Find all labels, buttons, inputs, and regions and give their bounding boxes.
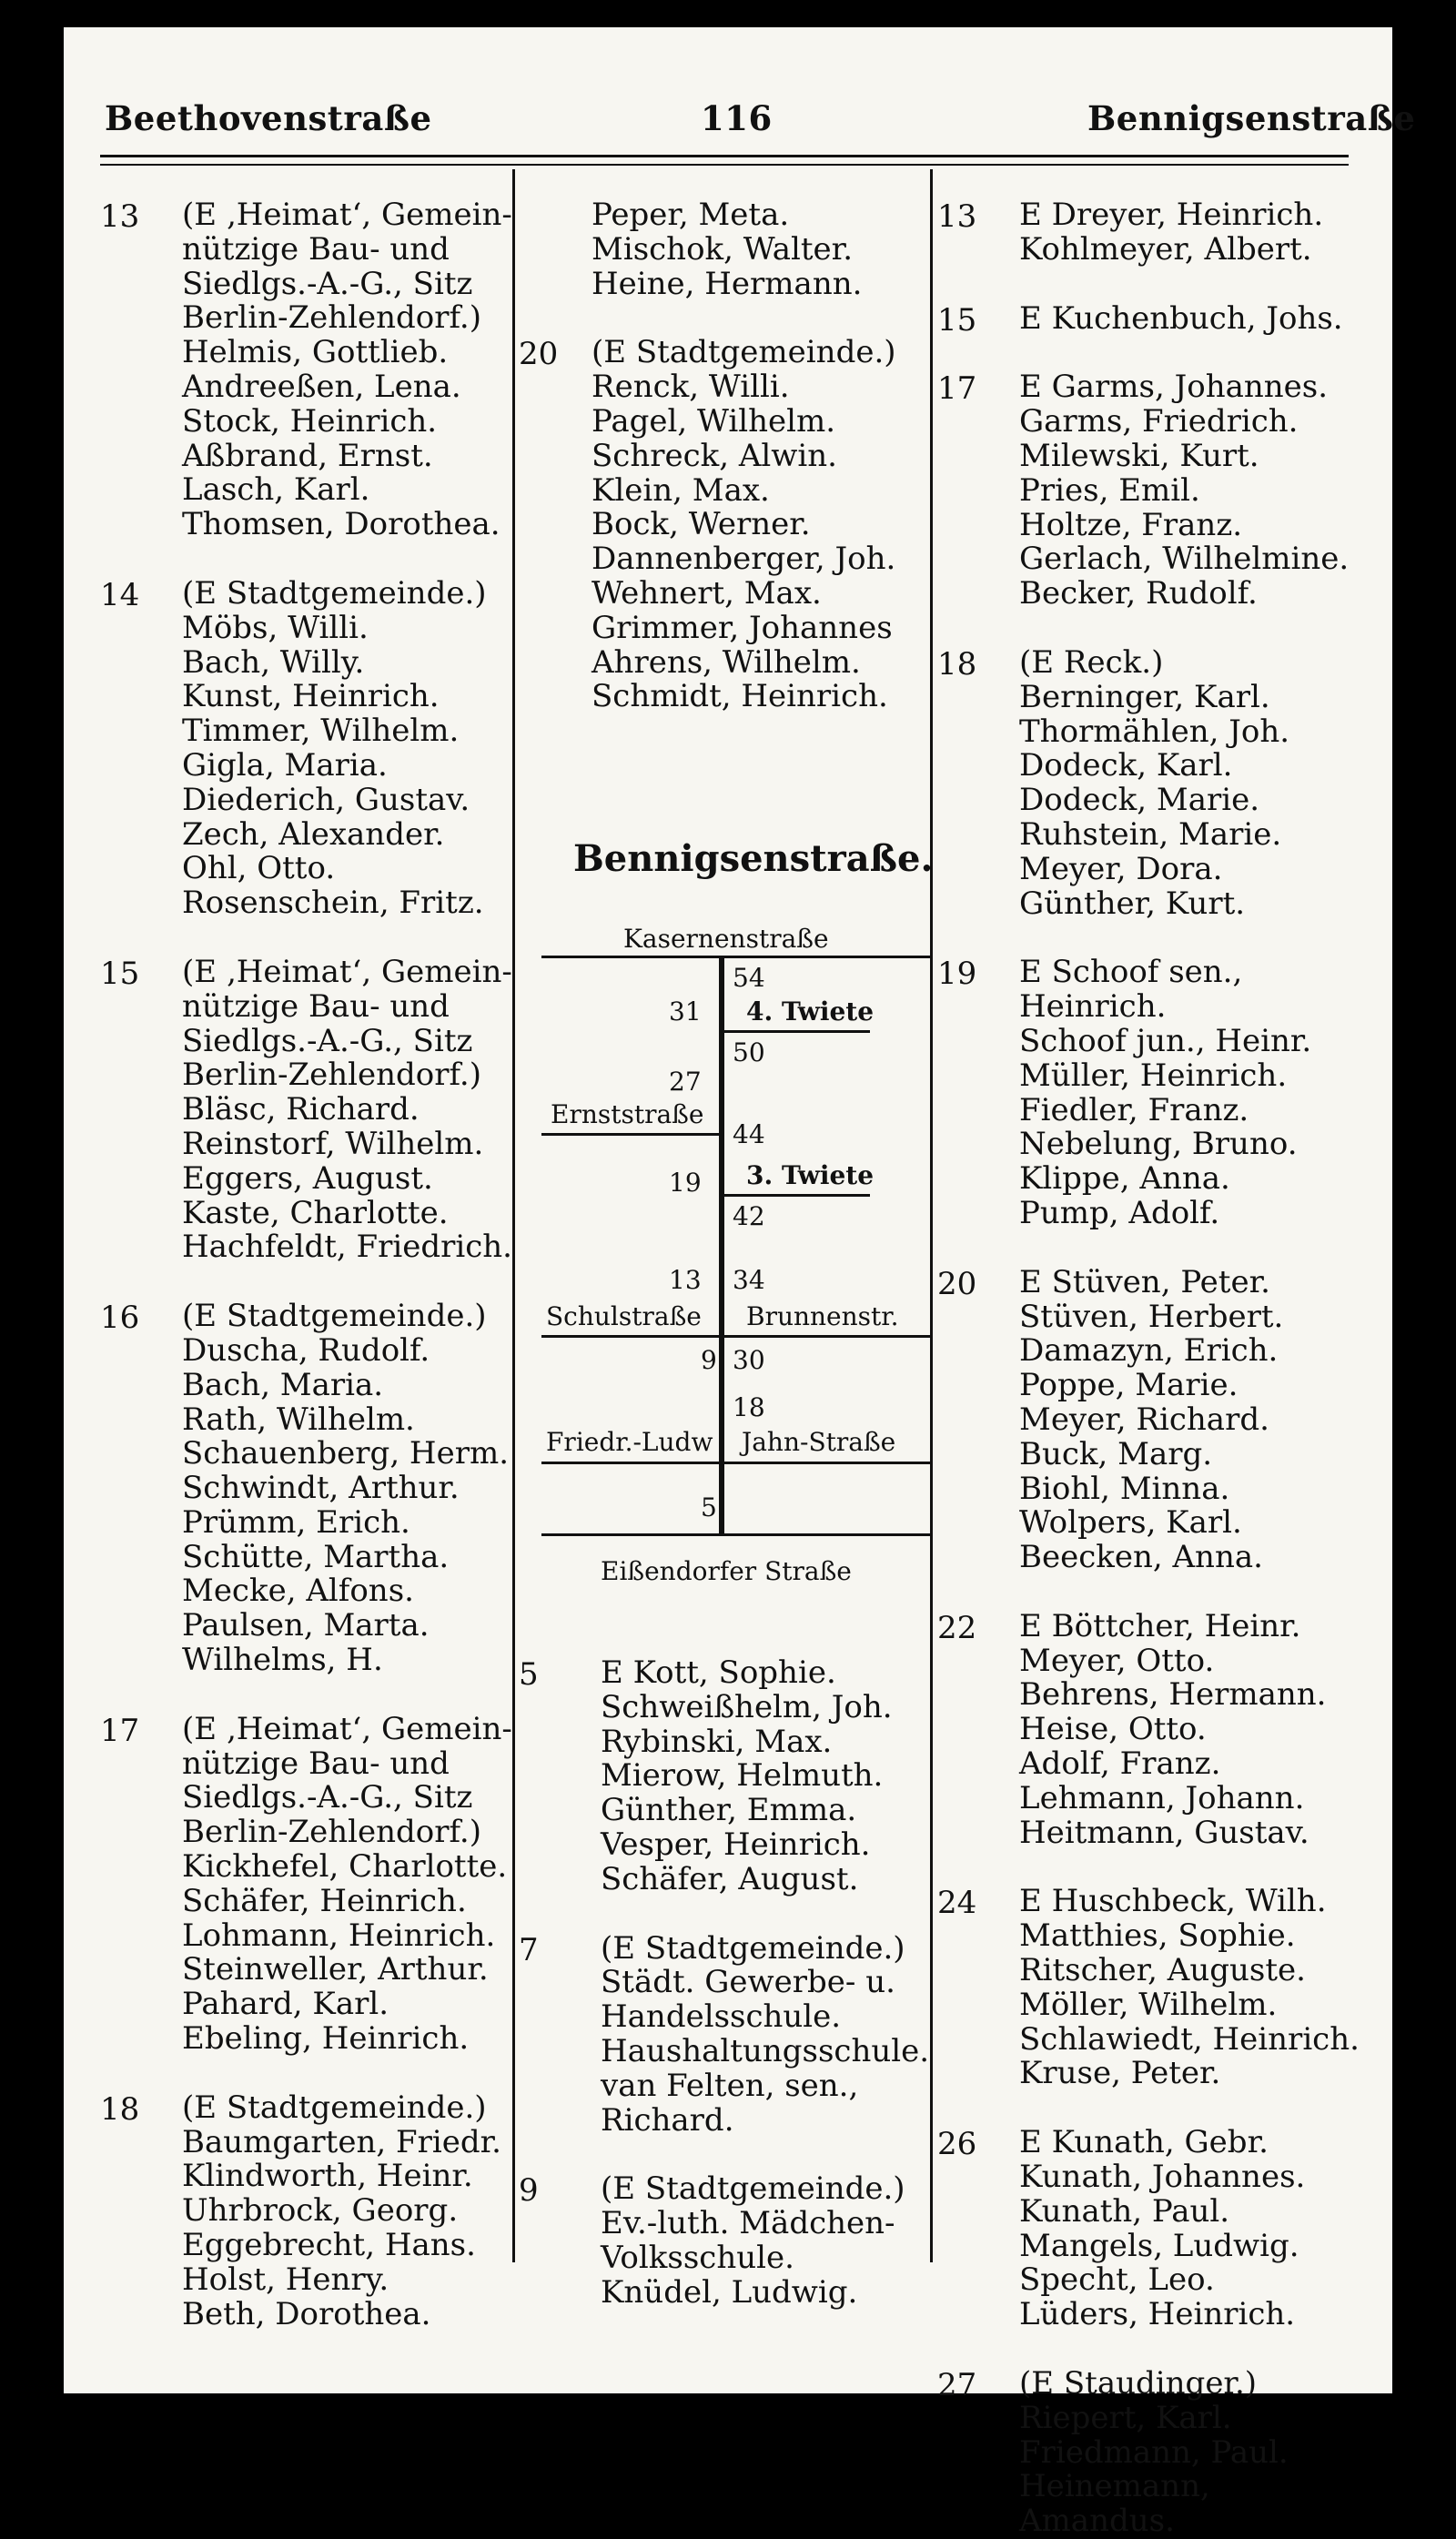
map-label-brunnenstrasse: Brunnenstr.	[746, 1301, 899, 1331]
resident-line: Garms, Friedrich.	[1019, 403, 1299, 440]
map-line-kasernenstrasse	[541, 956, 933, 958]
resident-line: Ritscher, Auguste.	[1019, 1952, 1306, 1989]
entry-first-line: (E Stadtgemeinde.)	[182, 1298, 487, 1335]
house-number: 17	[937, 370, 977, 408]
resident-line: Milewski, Kurt.	[1019, 437, 1259, 474]
entry-first-line: (E Stadtgemeinde.)	[601, 2170, 905, 2208]
map-label-schulstrasse: Schulstraße	[546, 1301, 702, 1331]
resident-line: Paulsen, Marta.	[182, 1607, 430, 1644]
resident-line: Mangels, Ludwig.	[1019, 2227, 1299, 2264]
resident-line: Eggebrecht, Hans.	[182, 2227, 476, 2264]
resident-line: Helmis, Gottlieb.	[182, 334, 449, 371]
address-entry	[519, 336, 928, 714]
resident-line: Schoof jun., Heinr.	[1019, 1022, 1312, 1059]
resident-line: Schauenberg, Herm.	[182, 1435, 510, 1472]
resident-line: Heitmann, Gustav.	[1019, 1814, 1309, 1851]
resident-line: Kunst, Heinrich.	[182, 678, 440, 715]
resident-line: Berlin-Zehlendorf.)	[182, 1057, 481, 1094]
address-entry	[937, 198, 1356, 268]
resident-line: Grimmer, Johannes	[592, 609, 893, 646]
address-entry	[519, 1929, 930, 2139]
map-number-30: 30	[733, 1345, 765, 1375]
entry-gap	[937, 1231, 1356, 1266]
resident-line: Ohl, Otto.	[182, 850, 336, 887]
address-entry	[100, 198, 519, 542]
entry-first-line: (E Stadtgemeinde.)	[182, 2089, 487, 2126]
map-number-54: 54	[733, 963, 765, 993]
map-label-jahnstrasse: Jahn-Straße	[742, 1427, 896, 1457]
entry-first-line: E Kunath, Gebr.	[1019, 2124, 1269, 2161]
resident-line: Andreeßen, Lena.	[182, 368, 461, 405]
running-head-right: Bennigsenstraße	[1087, 98, 1416, 138]
address-entry	[519, 2172, 928, 2310]
resident-line: Möller, Wilhelm.	[1019, 1986, 1278, 2023]
resident-line: Bock, Werner.	[592, 506, 811, 543]
resident-line: Timmer, Wilhelm.	[182, 713, 460, 750]
entry-first-line: (E Staudinger.)	[1019, 2365, 1258, 2402]
resident-line: Schweißhelm, Joh.	[601, 1688, 893, 1725]
map-number-9: 9	[701, 1345, 717, 1375]
entry-gap	[937, 2332, 1356, 2367]
resident-line: Dodeck, Karl.	[1019, 747, 1233, 784]
resident-line: Buck, Marg.	[1019, 1435, 1213, 1472]
resident-line: Klein, Max.	[592, 471, 770, 509]
map-number-27: 27	[669, 1067, 702, 1097]
entry-first-line: (E Reck.)	[1019, 643, 1164, 681]
house-number: 13	[937, 198, 977, 235]
entry-gap	[937, 268, 1356, 302]
resident-line: nützige Bau- und	[182, 230, 450, 268]
map-line-friedr-jahn	[541, 1462, 933, 1464]
resident-line: Siedlgs.-A.-G., Sitz	[182, 1779, 473, 1816]
resident-line: Pagel, Wilhelm.	[592, 402, 836, 440]
entry-first-line: (E ‚Heimat‘, Gemein-	[182, 197, 512, 233]
entry-gap	[100, 921, 519, 956]
address-entry	[937, 1607, 1356, 1851]
resident-line: Günther, Emma.	[601, 1792, 857, 1829]
entry-gap	[519, 1897, 928, 1932]
entry-first-line: (E Stadtgemeinde.)	[592, 334, 896, 371]
resident-line: Lüders, Heinrich.	[1019, 2296, 1296, 2333]
resident-line: Knüdel, Ludwig.	[601, 2273, 858, 2311]
address-entry	[100, 953, 519, 1266]
resident-line: Schütte, Martha.	[182, 1538, 450, 1575]
resident-line: Schwindt, Arthur.	[182, 1470, 460, 1507]
resident-line: Dodeck, Marie.	[1019, 782, 1260, 819]
entry-gap	[100, 1265, 519, 1300]
resident-line: Zech, Alexander.	[182, 815, 445, 853]
entry-first-line: (E Stadtgemeinde.)	[182, 574, 487, 612]
house-number: 9	[519, 2172, 539, 2210]
address-entry	[937, 1883, 1360, 2092]
house-number: 7	[519, 1931, 539, 1968]
resident-line: Uhrbrock, Georg.	[182, 2192, 459, 2230]
house-number: 5	[519, 1656, 539, 1693]
house-number: 13	[100, 198, 140, 235]
address-entry	[519, 198, 928, 301]
entry-first-line: E Huschbeck, Wilh.	[1019, 1883, 1327, 1920]
resident-line: Mischok, Walter.	[592, 230, 854, 268]
resident-line: Möbs, Willi.	[182, 609, 369, 646]
house-number: 16	[100, 1300, 140, 1337]
resident-line: Günther, Kurt.	[1019, 885, 1246, 922]
map-line-ernststrasse	[541, 1133, 719, 1136]
entry-first-line: Peper, Meta.	[592, 197, 790, 233]
resident-line: Berlin-Zehlendorf.)	[182, 1814, 481, 1851]
address-entry	[100, 2091, 519, 2332]
resident-line: Poppe, Marie.	[1019, 1367, 1239, 1404]
resident-line: Mecke, Alfons.	[182, 1573, 414, 1610]
house-number: 26	[937, 2126, 977, 2163]
resident-line: Eggers, August.	[182, 1159, 433, 1197]
resident-line: Schreck, Alwin.	[592, 437, 837, 474]
map-number-44: 44	[733, 1119, 765, 1149]
entry-first-line: E Kuchenbuch, Johs.	[1019, 299, 1343, 337]
house-number: 17	[100, 1712, 140, 1749]
entry-first-line: (E ‚Heimat‘, Gemein-	[182, 1710, 512, 1747]
entry-first-line: E Böttcher, Heinr.	[1019, 1607, 1301, 1644]
resident-line: Handelsschule.	[601, 1998, 842, 2036]
resident-line: Schäfer, August.	[601, 1860, 859, 1897]
resident-line: Schmidt, Heinrich.	[592, 678, 888, 715]
resident-line: Gerlach, Wilhelmine.	[1019, 541, 1350, 578]
resident-line: Kunath, Johannes.	[1019, 2159, 1306, 2196]
map-number-42: 42	[733, 1201, 765, 1231]
house-number: 22	[937, 1609, 977, 1646]
column-right	[937, 197, 1360, 2539]
resident-line: Stüven, Herbert.	[1019, 1298, 1284, 1335]
resident-line: Lohmann, Heinrich.	[182, 1917, 496, 1954]
entry-gap	[937, 1575, 1356, 1610]
resident-line: Holtze, Franz.	[1019, 506, 1243, 543]
resident-line: Dannenberger, Joh.	[592, 541, 896, 578]
resident-line: Volksschule.	[601, 2239, 794, 2276]
resident-line: Beecken, Anna.	[1019, 1539, 1263, 1576]
resident-line: nützige Bau- und	[182, 1745, 450, 1782]
resident-line: Wilhelms, H.	[182, 1642, 383, 1679]
resident-line: Thormählen, Joh.	[1019, 713, 1290, 750]
resident-line: Klippe, Anna.	[1019, 1160, 1230, 1198]
map-line-schul-brunnen	[541, 1335, 933, 1338]
resident-line: Bach, Willy.	[182, 643, 365, 681]
entry-first-line: E Kott, Sophie.	[601, 1654, 836, 1691]
resident-line: Haushaltungsschule.	[601, 2032, 930, 2069]
resident-line: Pump, Adolf.	[1019, 1194, 1220, 1231]
resident-line: Heinemann,	[1019, 2468, 1210, 2505]
resident-line: Rybinski, Max.	[601, 1723, 833, 1760]
resident-line: Thomsen, Dorothea.	[182, 506, 500, 543]
street-map	[523, 819, 933, 1638]
resident-line: Wolpers, Karl.	[1019, 1504, 1242, 1542]
house-number: 15	[937, 301, 977, 339]
resident-line: Beth, Dorothea.	[182, 2295, 431, 2332]
entry-gap	[937, 921, 1356, 956]
map-number-31: 31	[669, 996, 702, 1027]
house-number: 18	[937, 645, 977, 683]
address-entry	[937, 299, 1356, 339]
resident-line: Renck, Willi.	[592, 369, 790, 406]
address-entry	[100, 574, 519, 922]
map-number-18: 18	[733, 1392, 765, 1422]
map-line-4-twiete	[724, 1030, 870, 1033]
map-label-kasernenstrasse: Kasernenstraße	[623, 924, 829, 954]
resident-line: Ahrens, Wilhelm.	[592, 643, 861, 681]
resident-line: Steinweller, Arthur.	[182, 1951, 489, 1988]
house-number: 20	[519, 336, 559, 373]
resident-line: Aßbrand, Ernst.	[182, 437, 433, 474]
resident-line: Gigla, Maria.	[182, 746, 388, 784]
house-number: 18	[100, 2090, 140, 2128]
resident-line: Meyer, Otto.	[1019, 1642, 1215, 1679]
column-left	[100, 198, 519, 2332]
house-number: 14	[100, 576, 140, 613]
entry-first-line: (E ‚Heimat‘, Gemein-	[182, 953, 512, 990]
map-number-34: 34	[733, 1265, 765, 1295]
entry-first-line: E Schoof sen.,	[1019, 954, 1243, 991]
entry-first-line: E Garms, Johannes.	[1019, 369, 1329, 406]
house-number: 19	[937, 956, 977, 993]
entry-gap	[519, 301, 928, 336]
resident-line: Stock, Heinrich.	[182, 402, 438, 440]
resident-line: Friedmann, Paul.	[1019, 2433, 1289, 2471]
resident-line: Lehmann, Johann.	[1019, 1779, 1305, 1816]
resident-line: Riepert, Karl.	[1019, 2399, 1232, 2436]
map-title: Bennigsenstraße.	[573, 837, 934, 880]
column-middle-bottom	[519, 1656, 928, 2311]
resident-line: Heinrich.	[1019, 988, 1167, 1026]
resident-line: Pahard, Karl.	[182, 1986, 389, 2023]
resident-line: Wehnert, Max.	[592, 574, 822, 612]
entry-gap	[937, 612, 1356, 646]
resident-line: Meyer, Richard.	[1019, 1401, 1269, 1438]
address-entry	[100, 1300, 519, 1678]
address-entry	[519, 1656, 928, 1897]
resident-line: Damazyn, Erich.	[1019, 1332, 1279, 1370]
house-number: 24	[937, 1885, 977, 1922]
resident-line: Specht, Leo.	[1019, 2261, 1215, 2299]
resident-line: Adolf, Franz.	[1019, 1745, 1221, 1783]
resident-line: Siedlgs.-A.-G., Sitz	[182, 1022, 473, 1059]
resident-line: Berninger, Karl.	[1019, 678, 1270, 715]
address-entry	[100, 1710, 519, 2058]
resident-line: Fiedler, Franz.	[1019, 1091, 1249, 1128]
resident-line: Duscha, Rudolf.	[182, 1331, 430, 1369]
map-main-street	[719, 956, 724, 1533]
entry-gap	[100, 2057, 519, 2091]
entry-first-line: E Dreyer, Heinrich.	[1019, 197, 1324, 233]
address-entry	[937, 370, 1356, 612]
resident-line: Kickhefel, Charlotte.	[182, 1848, 508, 1886]
entry-gap	[937, 1850, 1356, 1885]
resident-line: Holst, Henry.	[182, 2261, 389, 2298]
resident-line: Ev.-luth. Mädchen-	[601, 2205, 895, 2242]
map-number-13: 13	[669, 1265, 702, 1295]
entry-first-line: E Stüven, Peter.	[1019, 1263, 1270, 1300]
entry-gap	[100, 542, 519, 577]
map-label-ernststrasse: Ernststraße	[551, 1099, 704, 1129]
map-label-friedr-ludw: Friedr.-Ludw	[546, 1427, 713, 1457]
resident-line: Ebeling, Heinrich.	[182, 2020, 470, 2058]
resident-line: Kohlmeyer, Albert.	[1019, 230, 1312, 268]
resident-line: Klindworth, Heinr.	[182, 2158, 473, 2195]
resident-line: Heise, Otto.	[1019, 1711, 1207, 1748]
resident-line: Heine, Hermann.	[592, 265, 863, 302]
resident-line: Mierow, Helmuth.	[601, 1757, 884, 1795]
resident-line: Meyer, Dora.	[1019, 850, 1223, 887]
resident-line: Reinstorf, Wilhelm.	[182, 1125, 484, 1162]
resident-line: Rath, Wilhelm.	[182, 1401, 415, 1438]
running-head-left: Beethovenstraße	[105, 98, 432, 138]
resident-line: Bläsc, Richard.	[182, 1091, 420, 1128]
resident-line: Kunath, Paul.	[1019, 2192, 1230, 2230]
map-label-3-twiete: 3. Twiete	[746, 1160, 875, 1190]
resident-line: Lasch, Karl.	[182, 471, 370, 509]
resident-line: Vesper, Heinrich.	[601, 1826, 871, 1863]
resident-line: Biohl, Minna.	[1019, 1470, 1230, 1507]
address-entry	[937, 956, 1356, 1230]
map-label-4-twiete: 4. Twiete	[746, 996, 875, 1027]
resident-line: Schäfer, Heinrich.	[182, 1882, 467, 1919]
resident-line: Kaste, Charlotte.	[182, 1194, 449, 1231]
house-number: 15	[100, 955, 140, 992]
entry-gap	[100, 1678, 519, 1713]
resident-line: Pries, Emil.	[1019, 471, 1200, 509]
column-middle-top	[519, 198, 928, 714]
resident-line: nützige Bau- und	[182, 987, 450, 1025]
map-number-5: 5	[701, 1492, 717, 1522]
resident-line: Müller, Heinrich.	[1019, 1057, 1288, 1094]
header-rule	[100, 155, 1349, 157]
resident-line: Hachfeldt, Friedrich.	[182, 1229, 512, 1266]
map-line-3-twiete	[724, 1194, 870, 1197]
resident-line: Prümm, Erich.	[182, 1503, 410, 1541]
page-number: 116	[701, 98, 773, 138]
resident-line: Amandus.	[1019, 2503, 1175, 2539]
resident-line: Städt. Gewerbe- u.	[601, 1964, 895, 2001]
map-label-eissendorfer-strasse: Eißendorfer Straße	[601, 1556, 852, 1586]
resident-line: Matthies, Sophie.	[1019, 1917, 1296, 1955]
house-number: 20	[937, 1265, 977, 1302]
entry-gap	[937, 2091, 1356, 2126]
resident-line: Siedlgs.-A.-G., Sitz	[182, 265, 473, 302]
resident-line: Behrens, Hermann.	[1019, 1676, 1327, 1714]
resident-line: Richard.	[601, 2101, 734, 2139]
map-line-eissendorfer	[541, 1533, 933, 1536]
resident-line: van Felten, sen.,	[601, 2067, 859, 2104]
resident-line: Schlawiedt, Heinrich.	[1019, 2020, 1360, 2058]
address-entry	[937, 2367, 1356, 2539]
resident-line: Rosenschein, Fritz.	[182, 885, 484, 922]
resident-line: Baumgarten, Friedr.	[182, 2123, 501, 2160]
resident-line: Kruse, Peter.	[1019, 2055, 1221, 2092]
address-entry	[937, 2126, 1356, 2332]
resident-line: Diederich, Gustav.	[182, 781, 470, 818]
address-entry	[937, 643, 1356, 922]
map-number-50: 50	[733, 1037, 765, 1067]
map-number-19: 19	[669, 1168, 702, 1198]
entry-gap	[937, 336, 1356, 370]
resident-line: Becker, Rudolf.	[1019, 575, 1258, 612]
house-number: 27	[937, 2367, 977, 2404]
resident-line: Nebelung, Bruno.	[1019, 1126, 1298, 1163]
address-entry	[937, 1263, 1356, 1576]
entry-gap	[519, 2138, 928, 2172]
resident-line: Berlin-Zehlendorf.)	[182, 299, 481, 337]
resident-line: Ruhstein, Marie.	[1019, 815, 1282, 853]
header-rule-thin	[100, 164, 1349, 166]
resident-line: Bach, Maria.	[182, 1366, 384, 1403]
entry-first-line: (E Stadtgemeinde.)	[601, 1929, 905, 1967]
